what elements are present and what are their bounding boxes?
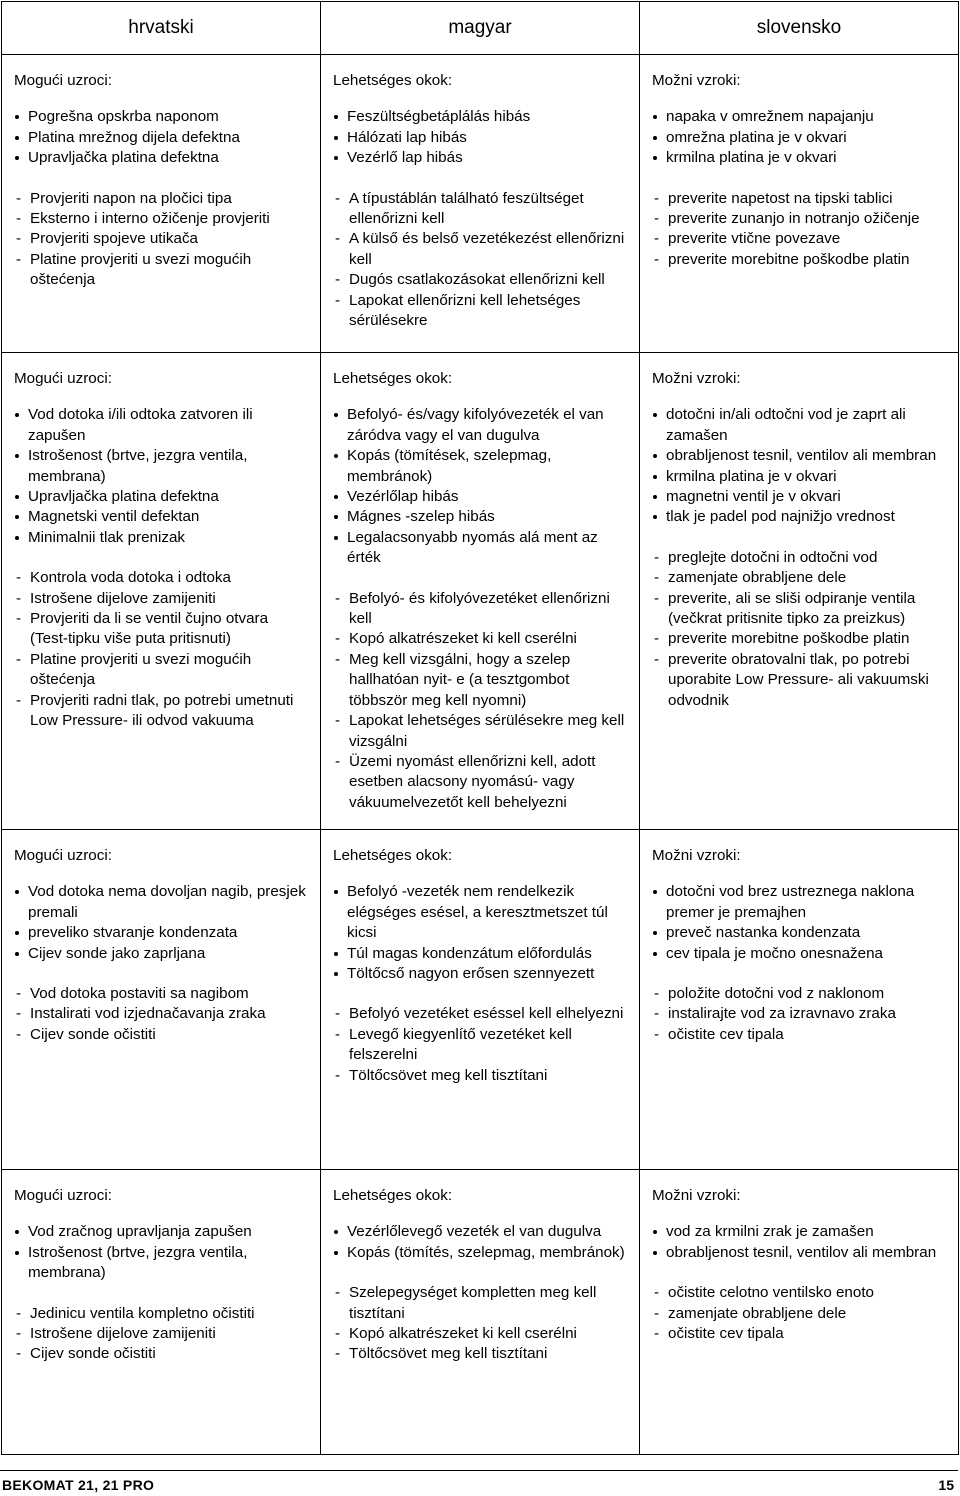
cause-item: magnetni ventil je v okvari (652, 487, 944, 507)
causes-heading: Lehetséges okok: (333, 847, 453, 864)
remedy-item: - Eksterno i interno ožičenje provjeriti (14, 209, 306, 229)
cell-content (321, 55, 639, 331)
cell-content (640, 55, 958, 270)
remedy-item: - Vod dotoka postaviti sa nagibom (14, 984, 306, 1004)
remedy-item: - preverite zunanjo in notranjo ožičenje (652, 209, 944, 229)
cause-item: Túl magas kondenzátum előfordulás (333, 944, 625, 964)
remedy-item: - očistite cev tipala (652, 1025, 944, 1045)
remedy-item: - preverite napetost na tipski tablici (652, 189, 944, 209)
fault-row (2, 830, 959, 1170)
causes-heading: Lehetséges okok: (333, 72, 453, 89)
causes-list (333, 882, 625, 984)
remedy-item: - zamenjate obrabljene dele (652, 568, 944, 588)
cause-item: Vezérlő lap hibás (333, 148, 625, 168)
product-name: BEKOMAT 21, 21 PRO (2, 1477, 155, 1493)
remedy-item: - očistite celotno ventilsko enoto (652, 1283, 944, 1303)
causes-list (333, 405, 625, 568)
cell-content (321, 830, 639, 1086)
cause-item: Befolyó- és/vagy kifolyóvezeték el van záródva vagy el van dugulva (333, 405, 625, 446)
cause-item: Vod zračnog upravljanja zapušen (14, 1222, 306, 1242)
cell-content (321, 353, 639, 813)
causes-heading: Lehetséges okok: (333, 370, 453, 387)
remedies-list (652, 1283, 944, 1344)
causes-heading: Mogući uzroci: (14, 72, 112, 89)
remedy-item: - preverite obratovalni tlak, po potrebi uporabite Low Pressure- ali vakuumski odvodnik (652, 650, 944, 711)
cause-item: vod za krmilni zrak je zamašen (652, 1222, 944, 1242)
cause-item: Legalacsonyabb nyomás alá ment az érték (333, 528, 625, 569)
cause-item: preveč nastanka kondenzata (652, 923, 944, 943)
remedies-list (14, 189, 306, 291)
header-hungarian: magyar (321, 2, 640, 55)
remedy-item: - Lapokat lehetséges sérülésekre meg kell vizsgálni (333, 711, 625, 752)
remedy-item: - preverite morebitne poškodbe platin (652, 250, 944, 270)
remedy-item: - Üzemi nyomást ellenőrizni kell, adott esetben alacsony nyomású- vagy vákuumelvezetőt kell behelyezni (333, 752, 625, 813)
page-number: 15 (938, 1477, 954, 1493)
cell-hungarian (321, 1170, 640, 1455)
remedies-list (333, 589, 625, 813)
remedies-list (14, 1304, 306, 1365)
cell-croatian (2, 55, 321, 353)
remedy-item: - preverite, ali se sliši odpiranje ventila (večkrat pritisnite tipko za preizkus) (652, 589, 944, 630)
cell-slovenian (640, 1170, 959, 1455)
remedy-item: - Meg kell vizsgálni, hogy a szelep hallhatóan nyit- e (a tesztgombot többször meg kell nyomni) (333, 650, 625, 711)
cause-item: krmilna platina je v okvari (652, 148, 944, 168)
cause-item: Kopás (tömítés, szelepmag, membránok) (333, 1243, 625, 1263)
remedy-item: - Cijev sonde očistiti (14, 1344, 306, 1364)
causes-list (652, 882, 944, 964)
remedy-item: - položite dotočni vod z naklonom (652, 984, 944, 1004)
cause-item: Cijev sonde jako zaprljana (14, 944, 306, 964)
cell-hungarian (321, 830, 640, 1170)
cause-item: obrabljenost tesnil, ventilov ali membran (652, 1243, 944, 1263)
causes-heading: Lehetséges okok: (333, 1187, 453, 1204)
causes-list (652, 1222, 944, 1263)
remedy-item: - Dugós csatlakozásokat ellenőrizni kell (333, 270, 625, 290)
remedy-item: - Platine provjeriti u svezi mogućih oštećenja (14, 650, 306, 691)
cause-item: tlak je padel pod najnižjo vrednost (652, 507, 944, 527)
causes-list (333, 1222, 625, 1263)
cell-content (640, 353, 958, 711)
remedy-item: - Platine provjeriti u svezi mogućih oštećenja (14, 250, 306, 291)
cause-item: Kopás (tömítések, szelepmag, membránok) (333, 446, 625, 487)
remedy-item: - A típustáblán található feszültséget ellenőrizni kell (333, 189, 625, 230)
remedy-item: - Szelepegységet kompletten meg kell tisztítani (333, 1283, 625, 1324)
causes-list (14, 882, 306, 964)
cause-item: Platina mrežnog dijela defektna (14, 128, 306, 148)
cell-hungarian (321, 55, 640, 353)
cause-item: cev tipala je močno onesnažena (652, 944, 944, 964)
causes-heading: Možni vzroki: (652, 1187, 741, 1204)
causes-heading: Mogući uzroci: (14, 370, 112, 387)
remedy-item: - Kopó alkatrészeket ki kell cserélni (333, 629, 625, 649)
causes-list (14, 107, 306, 168)
cause-item: Minimalnii tlak prenizak (14, 528, 306, 548)
cause-item: obrabljenost tesnil, ventilov ali membran (652, 446, 944, 466)
cell-slovenian (640, 353, 959, 830)
remedies-list (333, 1283, 625, 1365)
remedy-item: - zamenjate obrabljene dele (652, 1304, 944, 1324)
cell-slovenian (640, 55, 959, 353)
remedy-item: - Lapokat ellenőrizni kell lehetséges sérülésekre (333, 291, 625, 332)
remedy-item: - preglejte dotočni in odtočni vod (652, 548, 944, 568)
remedy-item: - Cijev sonde očistiti (14, 1025, 306, 1045)
remedy-item: - Provjeriti napon na pločici tipa (14, 189, 306, 209)
fault-row (2, 1170, 959, 1455)
cell-content (2, 830, 320, 1045)
cell-content (640, 830, 958, 1045)
cause-item: Mágnes -szelep hibás (333, 507, 625, 527)
remedy-item: - preverite morebitne poškodbe platin (652, 629, 944, 649)
causes-list (652, 405, 944, 527)
cause-item: Töltőcső nagyon erősen szennyezett (333, 964, 625, 984)
remedy-item: - preverite vtične povezave (652, 229, 944, 249)
remedy-item: - Instalirati vod izjednačavanja zraka (14, 1004, 306, 1024)
causes-heading: Možni vzroki: (652, 72, 741, 89)
causes-list (14, 405, 306, 548)
header-slovenian: slovensko (640, 2, 959, 55)
cause-item: omrežna platina je v okvari (652, 128, 944, 148)
cause-item: Feszültségbetáplálás hibás (333, 107, 625, 127)
remedy-item: - Töltőcsövet meg kell tisztítani (333, 1066, 625, 1086)
cause-item: Vezérlőlap hibás (333, 487, 625, 507)
cause-item: dotočni in/ali odtočni vod je zaprt ali zamašen (652, 405, 944, 446)
remedies-list (14, 568, 306, 731)
cause-item: Istrošenost (brtve, jezgra ventila, membrana) (14, 446, 306, 487)
cell-hungarian (321, 353, 640, 830)
remedy-item: - Levegő kiegyenlítő vezetéket kell felszerelni (333, 1025, 625, 1066)
causes-heading: Možni vzroki: (652, 370, 741, 387)
cell-croatian (2, 353, 321, 830)
causes-list (333, 107, 625, 168)
cell-content (2, 55, 320, 291)
cause-item: Vod dotoka nema dovoljan nagib, presjek premali (14, 882, 306, 923)
cause-item: dotočni vod brez ustreznega naklona premer je premajhen (652, 882, 944, 923)
cause-item: Vod dotoka i/ili odtoka zatvoren ili zapušen (14, 405, 306, 446)
cause-item: napaka v omrežnem napajanju (652, 107, 944, 127)
remedies-list (333, 1004, 625, 1086)
cause-item: Magnetski ventil defektan (14, 507, 306, 527)
cause-item: Befolyó -vezeték nem rendelkezik elégséges esésel, a keresztmetszet túl kicsi (333, 882, 625, 943)
causes-list (14, 1222, 306, 1283)
header-croatian: hrvatski (2, 2, 321, 55)
remedy-item: - Jedinicu ventila kompletno očistiti (14, 1304, 306, 1324)
cell-content (321, 1170, 639, 1365)
cell-slovenian (640, 830, 959, 1170)
cell-content (2, 353, 320, 732)
remedy-item: - Istrošene dijelove zamijeniti (14, 1324, 306, 1344)
cause-item: krmilna platina je v okvari (652, 467, 944, 487)
cell-croatian (2, 1170, 321, 1455)
cause-item: Upravljačka platina defektna (14, 148, 306, 168)
remedies-list (333, 189, 625, 332)
remedies-list (652, 189, 944, 271)
remedies-list (652, 984, 944, 1045)
cell-content (640, 1170, 958, 1344)
remedy-item: - Provjeriti spojeve utikača (14, 229, 306, 249)
language-header-row (2, 2, 959, 55)
remedy-item: - očistite cev tipala (652, 1324, 944, 1344)
remedy-item: - Befolyó- és kifolyóvezetéket ellenőrizni kell (333, 589, 625, 630)
cell-content (2, 1170, 320, 1365)
remedy-item: - A külső és belső vezetékezést ellenőrizni kell (333, 229, 625, 270)
remedy-item: - Befolyó vezetéket eséssel kell elhelyezni (333, 1004, 625, 1024)
causes-heading: Možni vzroki: (652, 847, 741, 864)
causes-heading: Mogući uzroci: (14, 847, 112, 864)
causes-list (652, 107, 944, 168)
causes-heading: Mogući uzroci: (14, 1187, 112, 1204)
cell-croatian (2, 830, 321, 1170)
remedy-item: - Provjeriti radni tlak, po potrebi umetnuti Low Pressure- ili odvod vakuuma (14, 691, 306, 732)
cause-item: Vezérlőlevegő vezeték el van dugulva (333, 1222, 625, 1242)
remedy-item: - Töltőcsövet meg kell tisztítani (333, 1344, 625, 1364)
fault-row (2, 353, 959, 830)
page-footer (0, 1470, 958, 1493)
cause-item: Pogrešna opskrba naponom (14, 107, 306, 127)
remedy-item: - instalirajte vod za izravnavo zraka (652, 1004, 944, 1024)
cause-item: preveliko stvaranje kondenzata (14, 923, 306, 943)
remedy-item: - Kontrola voda dotoka i odtoka (14, 568, 306, 588)
remedies-list (652, 548, 944, 711)
cause-item: Istrošenost (brtve, jezgra ventila, membrana) (14, 1243, 306, 1284)
remedy-item: - Istrošene dijelove zamijeniti (14, 589, 306, 609)
cause-item: Hálózati lap hibás (333, 128, 625, 148)
troubleshooting-table (1, 1, 959, 1455)
remedy-item: - Kopó alkatrészeket ki kell cserélni (333, 1324, 625, 1344)
remedy-item: - Provjeriti da li se ventil čujno otvara (Test-tipku više puta pritisnuti) (14, 609, 306, 650)
remedies-list (14, 984, 306, 1045)
cause-item: Upravljačka platina defektna (14, 487, 306, 507)
fault-row (2, 55, 959, 353)
